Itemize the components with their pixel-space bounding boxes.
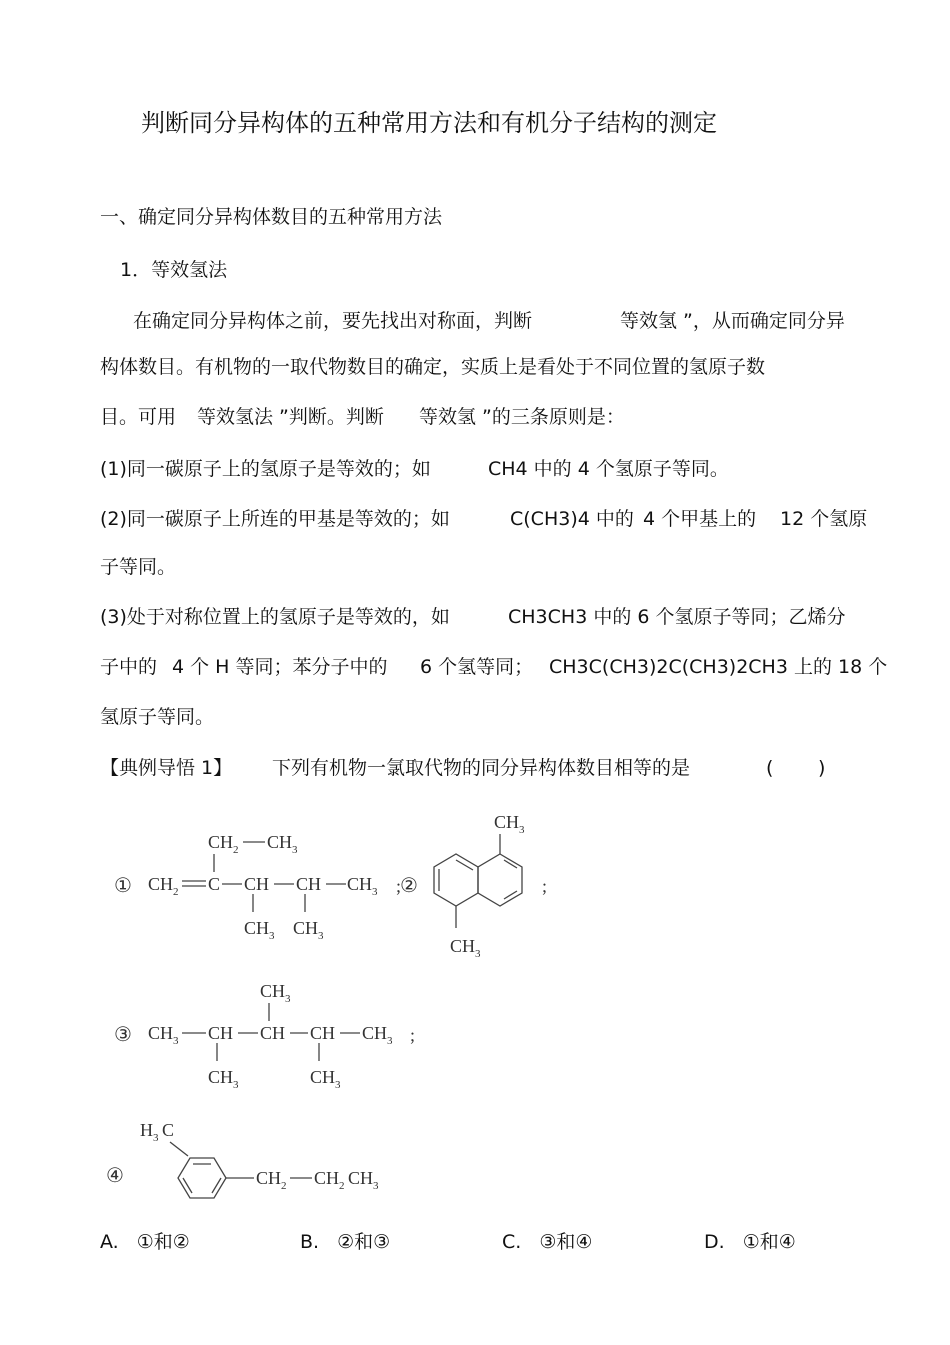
rule-3-cont: 4 个 H 等同；苯分子中的 — [172, 656, 388, 678]
answer-paren-close: ) — [818, 757, 826, 779]
subscript: 3 — [387, 1035, 393, 1047]
ch2-label: CH — [256, 1168, 282, 1188]
ch3-label: CH — [347, 874, 373, 894]
separator: ; — [410, 1025, 416, 1045]
subsection-heading: 1．等效氢法 — [120, 259, 228, 281]
rule-3-cont: CH3C(CH3)2C(CH3)2CH3 上的 18 个 — [549, 656, 888, 678]
option-b-label: B. — [300, 1231, 320, 1253]
page-title: 判断同分异构体的五种常用方法和有机分子结构的测定 — [141, 109, 717, 137]
structure-number: ② — [400, 875, 418, 897]
ch3-label: CH — [260, 981, 286, 1001]
subscript: 2 — [233, 844, 239, 856]
option-c-value: ③和④ — [539, 1231, 593, 1253]
ch-label: CH — [244, 874, 270, 894]
subscript: 3 — [233, 1079, 239, 1091]
paragraph-line: 等效氢 ”的三条原则是： — [419, 406, 625, 428]
paragraph-line: 目。可用 — [100, 406, 177, 428]
double-bond — [183, 1178, 192, 1193]
example-question: 下列有机物一氯取代物的同分异构体数目相等的是 — [272, 757, 691, 779]
ch3-label: CH — [293, 918, 319, 938]
ch3-label: CH — [244, 918, 270, 938]
rule-1-example: CH4 中的 4 个氢原子等同。 — [488, 458, 729, 480]
double-bond — [504, 860, 517, 868]
subscript: 2 — [281, 1180, 287, 1192]
paragraph-line: 构体数目。有机物的一取代物数目的确定，实质上是看处于不同位置的氢原子数 — [100, 356, 766, 378]
rule-3-cont: 6 个氢等同； — [420, 656, 534, 678]
subscript: 3 — [318, 930, 324, 942]
c-label: C — [208, 874, 221, 894]
structure-1 — [110, 820, 410, 950]
rule-3-example: CH3CH3 中的 6 个氢原子等同；乙烯分 — [508, 606, 846, 628]
section-heading: 一、确定同分异构体数目的五种常用方法 — [100, 206, 443, 228]
subscript: 3 — [519, 824, 525, 836]
paragraph-line: 等效氢 ”，从而确定同分异 — [620, 310, 845, 332]
h3c-label: C — [162, 1120, 175, 1140]
ch2-label: CH — [208, 832, 234, 852]
rule-3: (3)处于对称位置上的氢原子是等效的，如 — [100, 606, 450, 628]
option-a-value: ①和② — [136, 1231, 190, 1253]
structure-3 — [110, 975, 430, 1095]
ch3-label: CH — [310, 1067, 336, 1087]
option-b[interactable] — [300, 1230, 390, 1254]
subscript: 3 — [173, 1035, 179, 1047]
paragraph-line: 等效氢法 ”判断。判断 — [197, 406, 384, 428]
ch3-label: CH — [148, 1023, 174, 1043]
bond — [170, 1142, 188, 1156]
ch-label: CH — [310, 1023, 336, 1043]
option-a[interactable] — [100, 1230, 190, 1254]
subscript: 2 — [173, 886, 179, 898]
option-d-value: ①和④ — [742, 1231, 796, 1253]
paragraph-line: 在确定同分异构体之前，要先找出对称面，判断 — [133, 310, 533, 332]
structure-4 — [100, 1112, 420, 1207]
subscript: 3 — [372, 886, 378, 898]
subscript: 3 — [373, 1180, 379, 1192]
subscript: 2 — [339, 1180, 345, 1192]
option-d-label: D. — [704, 1231, 725, 1253]
ch-label: CH — [296, 874, 322, 894]
option-a-label: A. — [100, 1231, 119, 1253]
rule-2-example: 4 个甲基上的 — [643, 508, 757, 530]
ring — [434, 854, 478, 906]
structure-number: ① — [114, 875, 132, 897]
example-label: 【典例导悟 1】 — [100, 757, 233, 779]
rule-2-cont: 子等同。 — [100, 556, 177, 578]
ch3-label: CH — [348, 1168, 374, 1188]
ch-label: CH — [208, 1023, 234, 1043]
option-d[interactable] — [704, 1230, 796, 1254]
separator: ; — [542, 876, 548, 896]
answer-paren-open: ( — [766, 757, 774, 779]
ch3-label: CH — [450, 936, 476, 956]
ch2-label: CH — [314, 1168, 340, 1188]
ring — [478, 854, 522, 906]
option-c-label: C. — [502, 1231, 522, 1253]
double-bond — [456, 860, 473, 870]
subscript: 3 — [153, 1132, 159, 1144]
ch3-label: CH — [362, 1023, 388, 1043]
structure-number: ③ — [114, 1024, 132, 1046]
separator: ; — [396, 876, 402, 896]
structure-number: ④ — [106, 1165, 124, 1187]
ch3-label: CH — [494, 812, 520, 832]
subscript: 3 — [269, 930, 275, 942]
rule-2-example: 12 个氢原 — [780, 508, 868, 530]
rule-3-cont: 氢原子等同。 — [100, 706, 215, 728]
subscript: 3 — [335, 1079, 341, 1091]
rule-1: (1)同一碳原子上的氢原子是等效的；如 — [100, 458, 431, 480]
rule-2: (2)同一碳原子上所连的甲基是等效的；如 — [100, 508, 450, 530]
h3c-label: H — [140, 1120, 153, 1140]
subscript: 3 — [292, 844, 298, 856]
subscript: 3 — [285, 993, 291, 1005]
double-bond — [212, 1178, 221, 1193]
option-b-value: ②和③ — [337, 1231, 391, 1253]
ch2-label: CH — [148, 874, 174, 894]
rule-3-cont: 子中的 — [100, 656, 158, 678]
subscript: 3 — [475, 948, 481, 960]
structure-2 — [400, 808, 570, 968]
ch3-label: CH — [267, 832, 293, 852]
option-c[interactable] — [502, 1230, 592, 1254]
ch-label: CH — [260, 1023, 286, 1043]
rule-2-example: C(CH3)4 中的 — [510, 508, 634, 530]
ch3-label: CH — [208, 1067, 234, 1087]
